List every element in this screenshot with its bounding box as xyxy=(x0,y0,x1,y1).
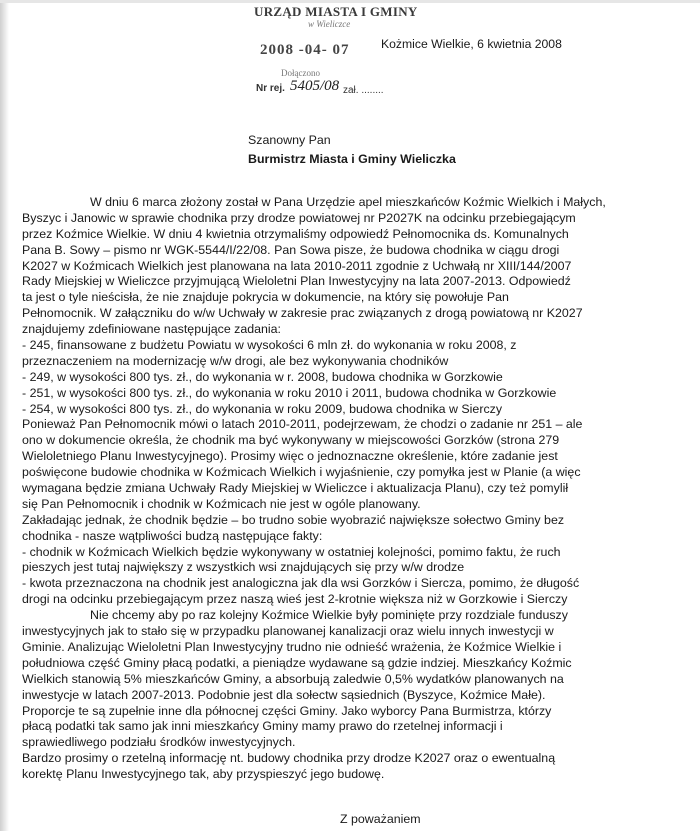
body-line: sprawiedliwego podziału środków inwestycyjnych. xyxy=(22,735,296,750)
closing: Z poważaniem xyxy=(340,812,421,826)
scan-edge-top xyxy=(0,0,700,3)
body-line: korektę Planu Inwestycyjnego tak, aby przyspieszyć jego budowę. xyxy=(22,767,385,782)
body-line: Rady Miejskiej w Wieliczce przyjmującą Wieloletni Plan Inwestycyjny na lata 2007-2013. Odpowiedź xyxy=(22,274,571,289)
body-line: Bardzo prosimy o rzetelną informację nt. budowy chodnika przy drodze K2027 oraz o ewentualną xyxy=(22,751,556,766)
body-line: Ponieważ Pan Pełnomocnik mówi o latach 2010-2011, podejrzewam, że chodzi o zadanie nr 251 – ale xyxy=(22,417,583,432)
body-line: chodnika - nasze wątpliwości budzą następujące fakty: xyxy=(22,528,323,543)
body-line: płacą podatki tak samo jak inni mieszkańcy Gminy mamy prawo do rzetelnej informacji i xyxy=(22,719,503,734)
letter-body xyxy=(22,195,697,783)
body-line: ta jest o tyle nieścisła, że nie znajduje pokrycia w dokumencie, na który się powołuje Pan xyxy=(22,290,509,305)
stamp-date: 2008 -04- 07 xyxy=(260,42,350,58)
body-line: inwestycyjnych jak to stało się w przypadku planowanej kanalizacji oraz wielu innych inwestycji w xyxy=(22,624,554,639)
body-line: drogi na odcinku przebiegającym przez naszą wieś jest 2-krotnie większa niż w Gorzkowie i Sierczy xyxy=(22,592,568,607)
body-line: Nie chcemy aby po raz kolejny Koźmice Wielkie były pominięte przy rozdziale funduszy xyxy=(90,608,568,623)
body-line: Pełnomocnik. W załączniku do w/w Uchwały w zakresie prac związanych z drogą powiatową nr K2027 xyxy=(22,306,583,321)
body-line: poświęcone budowie chodnika w Koźmicach Wielkich i wyjaśnienie, czy pomyłka jest w Planie (a więc xyxy=(22,465,581,480)
salutation: Szanowny Pan xyxy=(248,133,331,147)
addressee: Burmistrz Miasta i Gminy Wieliczka xyxy=(248,152,456,166)
body-line: Gminie. Analizując Wieloletni Plan Inwestycyjny trudno nie odnieść wrażenia, że Koźmice Wielkie i xyxy=(22,639,562,654)
body-line: przeznaczeniem na modernizację w/w drogi, ale bez wykonywania chodników xyxy=(22,353,449,368)
body-line: Wieloletniego Planu Inwestycyjnego). Prosimy więc o jednoznaczne określenie, które zadanie jest xyxy=(22,449,558,464)
body-line: inwestycje w latach 2007-2013. Podobnie jest dla sołectw sąsiednich (Byszyce, Koźmice Małe). xyxy=(22,687,546,702)
body-line: - 249, w wysokości 800 tys. zł., do wykonania w r. 2008, budowa chodnika w Gorzkowie xyxy=(22,369,503,384)
scan-edge xyxy=(0,0,9,831)
body-line: - 251, w wysokości 800 tys. zł., do wykonania w roku 2010 i 2011, budowa chodnika w Gorzkowie xyxy=(22,385,557,400)
body-line: ono w dokumencie określa, że chodnik ma być wykonywany w miejscowości Gorzków (strona 279 xyxy=(22,433,560,448)
stamp-reg-label: Nr rej. xyxy=(256,83,285,94)
body-line: znajdujemy zdefiniowane następujące zadania: xyxy=(22,322,281,337)
body-line: - 254, w wysokości 800 tys. zł., do wykonania w roku 2009, budowa chodnika w Sierczy xyxy=(22,401,503,416)
body-line: przez Koźmice Wielkie. W dniu 4 kwietnia otrzymaliśmy odpowiedź Pełnomocnika ds. Komunalnych xyxy=(22,226,569,241)
stamp-office-name: URZĄD MIASTA I GMINY xyxy=(254,4,418,19)
body-line: - chodnik w Koźmicach Wielkich będzie wykonywany w ostatniej kolejności, pomimo faktu, że ruch xyxy=(22,544,561,559)
body-line: K2027 w Koźmicach Wielkich jest planowana na lata 2010-2011 zgodnie z Uchwałą nr XIII/144/2007 xyxy=(22,258,572,273)
body-line: Proporcje te są zupełnie inne dla północnej części Gminy. Jako wyborcy Pana Burmistrza, którzy xyxy=(22,703,552,718)
stamp-reg-number: 5405/08 xyxy=(290,78,340,94)
stamp-attachments: zał. ........ xyxy=(343,85,384,96)
body-line: się Pan Pełnomocnik i chodnik w Koźmicach nie jest w ogóle planowany. xyxy=(22,496,421,511)
body-line: wymagana będzie zmiana Uchwały Rady Miejskiej w Wieliczce i aktualizacja Planu), czy też pomylił xyxy=(22,481,569,496)
body-line: pieszych jest tutaj największy z wszystkich wsi znajdujących się przy w/w drodze xyxy=(22,560,465,575)
body-line: - 245, finansowane z budżetu Powiatu w wysokości 6 mln zł. do wykonania w roku 2008, z xyxy=(22,338,517,353)
body-line: Byszyc i Janowic w sprawie chodnika przy drodze powiatowej nr P2027K na odcinku przebiegającym xyxy=(22,210,576,225)
stamp-attached-label: Dołączono xyxy=(281,68,320,78)
body-line: W dniu 6 marca złożony został w Pana Urzędzie apel mieszkańców Koźmic Wielkich i Małych, xyxy=(90,195,606,209)
body-line: Zakładając jednak, że chodnik będzie – bo trudno sobie wyobrazić największe sołectwo Gminy bez xyxy=(22,512,565,527)
body-line: Pana B. Sowy – pismo nr WGK-5544/I/22/08. Pan Sowa pisze, że budowa chodnika w ciągu drogi xyxy=(22,242,560,257)
body-line: - kwota przeznaczona na chodnik jest analogiczna jak dla wsi Gorzków i Siercza, pomimo, że długość xyxy=(22,576,580,591)
place-date: Kożmice Wielkie, 6 kwietnia 2008 xyxy=(381,37,562,51)
stamp-office-sub: w Wieliczce xyxy=(308,19,351,29)
body-line: Wielkich stanowią 5% mieszkańców Gminy, a absorbują zaledwie 0,5% wydatków planowanych na xyxy=(22,671,564,686)
body-line: południowa część Gminy płacą podatki, a pieniądze wydawane są gdzie indziej. Mieszkańcy Koźmic xyxy=(22,655,572,670)
